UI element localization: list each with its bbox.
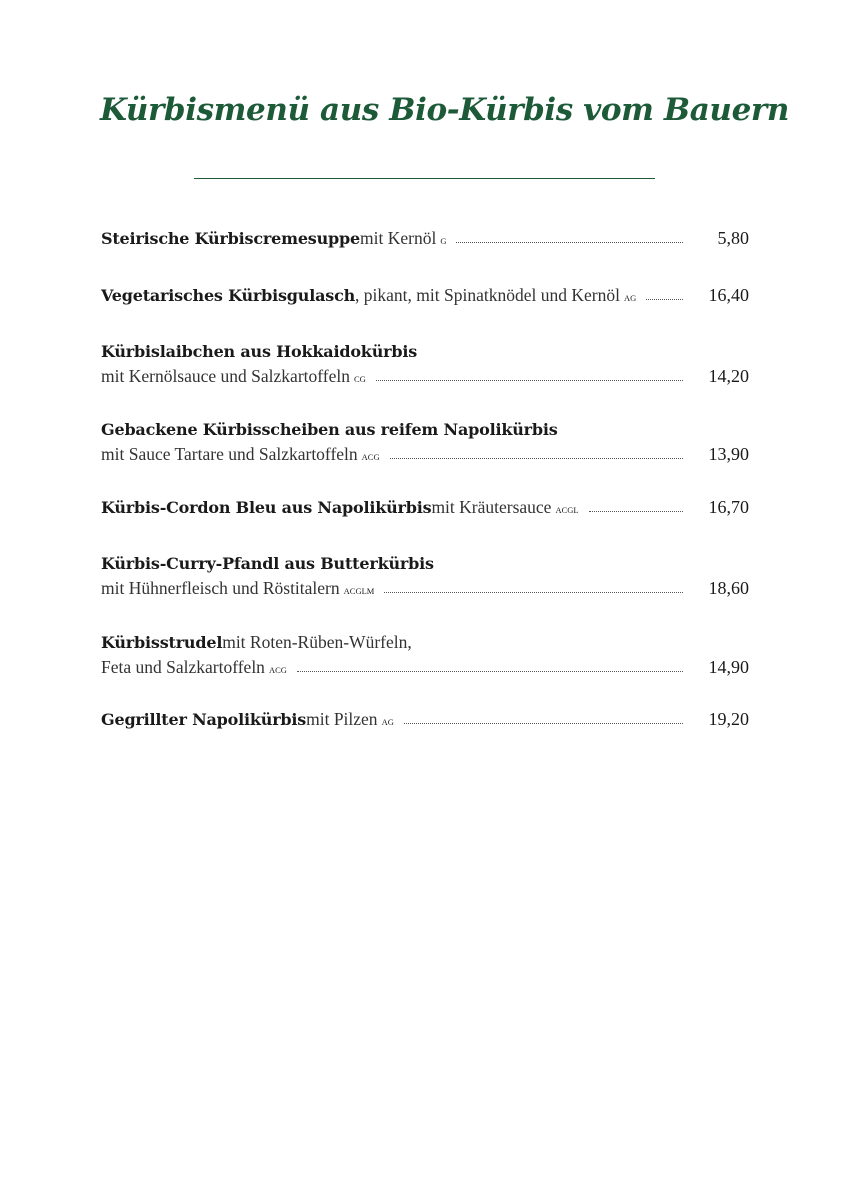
dot-leader: [589, 511, 683, 512]
dot-leader: [404, 723, 683, 724]
dish-price: 14,90: [708, 657, 749, 677]
dish-price: 14,20: [708, 366, 749, 386]
dish-name: Kürbis-Cordon Bleu aus Napolikürbis: [101, 498, 432, 517]
menu-item: Gegrillter Napolikürbis mit Pilzen AG 19,20: [101, 709, 749, 729]
dish-name: Gegrillter Napolikürbis: [101, 710, 307, 729]
dish-price: 19,20: [708, 709, 749, 729]
dish-description: , pikant, mit Spinatknödel und Kernöl: [355, 285, 620, 305]
dish-name: Kürbisstrudel: [101, 633, 223, 652]
dish-description: mit Kräutersauce: [431, 497, 552, 517]
dish-name: Gebackene Kürbisscheiben aus reifem Napolikürbis: [101, 420, 558, 439]
dish-description: mit Kernöl: [360, 228, 437, 248]
dish-name: Kürbislaibchen aus Hokkaidokürbis: [101, 342, 418, 361]
dish-description: mit Sauce Tartare und Salzkartoffeln: [101, 444, 358, 464]
dish-description: mit Hühnerfleisch und Röstitalern: [101, 578, 340, 598]
title-divider: [194, 178, 655, 179]
menu-title: Kürbismenü aus Bio-Kürbis vom Bauern: [100, 92, 789, 128]
dish-description-line1: mit Roten-Rüben-Würfeln,: [222, 632, 412, 652]
dish-name: Vegetarisches Kürbisgulasch: [101, 286, 356, 305]
menu-item: Gebackene Kürbisscheiben aus reifem Napolikürbis mit Sauce Tartare und Salzkartoffeln ACG 13,90: [101, 420, 749, 464]
menu-item: Steirische Kürbiscremesuppe mit Kernöl G 5,80: [101, 228, 749, 248]
menu-item: Kürbis-Cordon Bleu aus Napolikürbis mit Kräutersauce ACGL 16,70: [101, 497, 749, 517]
dot-leader: [456, 242, 683, 243]
dish-description: Feta und Salzkartoffeln: [101, 657, 265, 677]
dish-price: 5,80: [717, 228, 749, 248]
dish-name: Steirische Kürbiscremesuppe: [101, 229, 360, 248]
dot-leader: [297, 671, 683, 672]
dish-description: mit Pilzen: [306, 709, 378, 729]
dot-leader: [646, 299, 683, 300]
dot-leader: [384, 592, 683, 593]
menu-item: Vegetarisches Kürbisgulasch , pikant, mit Spinatknödel und Kernöl AG 16,40: [101, 285, 749, 305]
dot-leader: [376, 380, 683, 381]
dish-name: Kürbis-Curry-Pfandl aus Butterkürbis: [101, 554, 434, 573]
dish-price: 16,40: [708, 285, 749, 305]
menu-item: Kürbislaibchen aus Hokkaidokürbis mit Kernölsauce und Salzkartoffeln CG 14,20: [101, 342, 749, 386]
dish-price: 16,70: [708, 497, 749, 517]
menu-item: Kürbisstrudel mit Roten-Rüben-Würfeln, Feta und Salzkartoffeln ACG 14,90: [101, 632, 749, 677]
dish-description: mit Kernölsauce und Salzkartoffeln: [101, 366, 350, 386]
dish-price: 13,90: [708, 444, 749, 464]
dish-price: 18,60: [708, 578, 749, 598]
dot-leader: [390, 458, 683, 459]
menu-item: Kürbis-Curry-Pfandl aus Butterkürbis mit Hühnerfleisch und Röstitalern ACGLM 18,60: [101, 554, 749, 598]
